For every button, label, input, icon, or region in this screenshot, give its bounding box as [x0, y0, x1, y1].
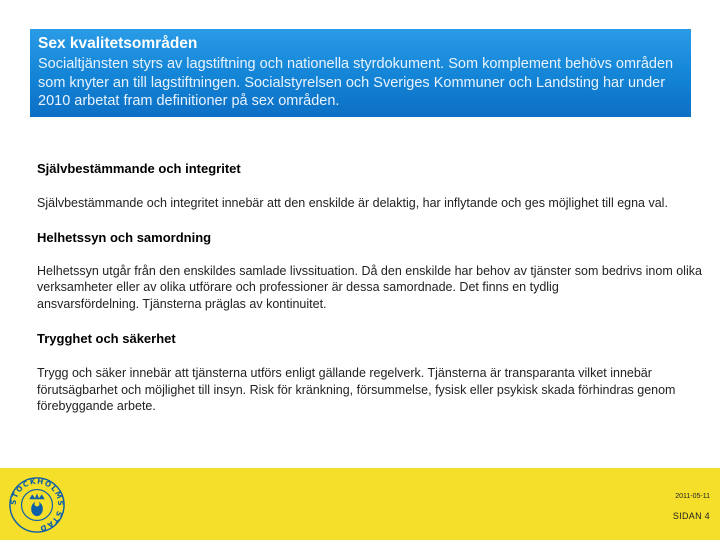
title-banner: [30, 29, 691, 117]
section-heading-trygghet: Trygghet och säkerhet: [37, 331, 176, 346]
stockholm-stad-logo-icon: [8, 476, 66, 534]
footer-date: 2011-05-11: [675, 493, 710, 500]
footer-bar: [0, 468, 720, 540]
section-heading-sjalvbestammande: Självbestämmande och integritet: [37, 161, 241, 176]
section-heading-helhetssyn: Helhetssyn och samordning: [37, 229, 212, 245]
logo-text: STOCKHOLMS STAD: [8, 476, 66, 534]
content-area: [37, 160, 705, 415]
section-text-helhetssyn: Helhetssyn utgår från den enskildes samlade livssituation. Då den enskilde har behov av tjänster som bedrivs inom olika verksamheter eller av olika utförare och professioner är dessa samordnade. Det finns en tydlig: [37, 263, 702, 294]
section-text-sjalvbestammande: Självbestämmande och integritet innebär att den enskilde är delaktig, har inflytande och ges möjlighet till egna val.: [37, 196, 668, 210]
section-text-trygghet: Trygg och säker innebär att tjänsterna utförs enligt gällande regelverk. Tjänsterna är transparanta vilket innebär förutsägbarhet och möjlighet till insyn. Risk för kränkning, försummelse, fysisk eller psykisk skada förhindras genom förebyggande arbete.: [37, 366, 676, 413]
intro-text: Socialtjänsten styrs av lagstiftning och nationella styrdokument. Som komplement behövs områden som knyter an till lagstiftningen. Socialstyrelsen och Sveriges Kommuner och Landsting har under 2010 arbetat fram definitioner på sex områden.: [38, 56, 674, 109]
slide-title: Sex kvalitetsområden: [38, 35, 198, 52]
section-text-helhetssyn-continued: ansvarsfördelning. Tjänsterna präglas av kontinuitet.: [37, 296, 327, 311]
page-number: SIDAN 4: [672, 511, 710, 521]
